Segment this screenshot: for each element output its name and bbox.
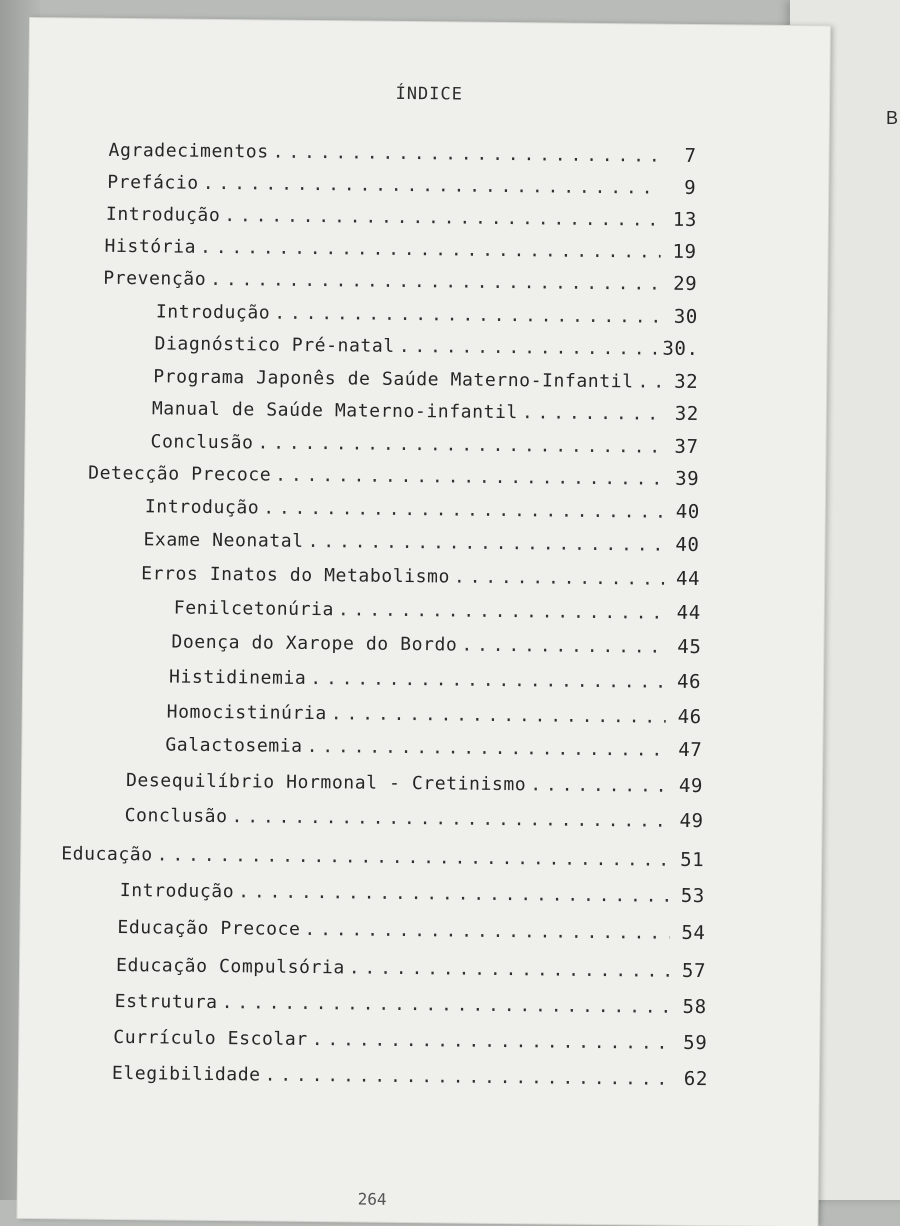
dot-leader xyxy=(224,205,661,231)
toc-entry-desequilibrio-hormonal xyxy=(126,769,703,803)
dot-leader xyxy=(637,371,662,392)
toc-entry-label: Estrutura xyxy=(114,990,218,1014)
toc-entry-label: Introdução xyxy=(144,496,260,519)
dot-leader xyxy=(275,465,663,490)
dot-leader xyxy=(399,336,659,360)
toc-entry-page: 30. xyxy=(662,337,699,361)
toc-entry-page: 49 xyxy=(679,809,704,833)
toc-entry-page: 44 xyxy=(675,567,701,591)
toc-entry-label: Prevenção xyxy=(103,267,207,290)
toc-entry-estrutura xyxy=(115,990,707,1024)
toc-entry-label: Homocistinúria xyxy=(166,701,327,725)
toc-entry-label: Fenilcetonúria xyxy=(173,597,335,621)
page-number: 264 xyxy=(357,1189,387,1209)
toc-entry-curriculo-escolar xyxy=(113,1026,707,1060)
toc-entry-prevencao-conclusao xyxy=(150,430,698,464)
toc-entry-exame-neonatal xyxy=(143,528,699,562)
dot-leader xyxy=(157,844,669,870)
toc-entry-fenilcetonuria xyxy=(174,597,701,631)
toc-entry-page: 62 xyxy=(683,1067,709,1091)
toc-entry-page: 37 xyxy=(674,435,699,459)
toc-entry-page: 30 xyxy=(673,305,699,329)
toc-entry-label: Conclusão xyxy=(124,805,228,828)
dot-leader xyxy=(338,599,665,623)
dot-leader xyxy=(222,992,671,1018)
dot-leader xyxy=(349,957,670,981)
toc-entry-label: Elegibilidade xyxy=(111,1062,261,1086)
toc-entry-page: 45 xyxy=(677,635,702,659)
dot-leader xyxy=(263,497,664,522)
dot-leader xyxy=(308,531,664,556)
toc-entry-page: 53 xyxy=(680,884,705,908)
toc-entry-elegibilidade xyxy=(112,1062,708,1096)
toc-entry-label: Educação xyxy=(61,843,153,866)
dot-leader xyxy=(310,668,665,693)
toc-entry-page: 39 xyxy=(675,467,700,491)
toc-entry-page: 40 xyxy=(675,533,700,557)
toc-entry-label: Galactosemia xyxy=(165,734,303,757)
toc-entry-label: Detecção Precoce xyxy=(88,462,272,486)
page-title: ÍNDICE xyxy=(395,83,464,105)
toc-entry-educacao-compulsoria xyxy=(116,954,706,988)
toc-entry-manual-de-saude xyxy=(152,397,699,431)
toc-entry-doenca-xarope-bordo xyxy=(171,631,701,665)
toc-entry-label: Conclusão xyxy=(150,431,254,454)
toc-entry-page: 7 xyxy=(684,144,697,167)
dot-leader xyxy=(304,919,669,944)
dot-leader xyxy=(238,881,669,907)
toc-entry-prevencao xyxy=(103,267,697,301)
toc-entry-page: 32 xyxy=(674,402,700,426)
toc-entry-page: 13 xyxy=(672,208,698,231)
toc-entry-page: 54 xyxy=(681,921,706,945)
dot-leader xyxy=(461,635,665,658)
toc-entry-page: 40 xyxy=(675,500,700,524)
toc-entry-deteccao-precoce xyxy=(88,462,699,496)
dot-leader xyxy=(331,703,666,728)
toc-entry-label: Agradecimentos xyxy=(108,139,269,163)
toc-entry-introducao xyxy=(106,203,697,237)
toc-entry-page: 49 xyxy=(678,774,704,798)
toc-entry-label: Exame Neonatal xyxy=(143,529,304,552)
dot-leader xyxy=(522,402,663,424)
toc-entry-erros-inatos xyxy=(141,562,700,596)
toc-entry-homocistinuria xyxy=(167,700,702,734)
dot-leader xyxy=(530,774,667,796)
toc-entry-educacao xyxy=(61,842,704,877)
dot-leader xyxy=(231,806,667,832)
toc-entry-page: 47 xyxy=(678,738,703,762)
toc-entry-label: Prefácio xyxy=(107,171,199,194)
toc-entry-label: Introdução xyxy=(105,203,221,227)
toc-entry-page: 9 xyxy=(684,176,697,199)
toc-entry-historia xyxy=(104,235,696,269)
dot-leader xyxy=(200,237,661,263)
toc-entry-programa-japones xyxy=(153,365,698,399)
toc-entry-label: Diagnóstico Pré-natal xyxy=(154,333,395,357)
toc-entry-page: 29 xyxy=(673,272,698,296)
dot-leader xyxy=(454,566,664,589)
dot-leader xyxy=(203,173,661,199)
toc-entry-label: Introdução xyxy=(119,879,235,903)
toc-entry-histidinemia xyxy=(169,665,701,699)
toc-entry-label: História xyxy=(104,235,197,258)
toc-entry-galactosemia xyxy=(165,733,702,767)
dot-leader xyxy=(273,142,661,167)
dot-leader xyxy=(307,736,667,761)
dot-leader xyxy=(265,1065,673,1090)
toc-entry-label: Erros Inatos do Metabolismo xyxy=(141,563,451,588)
book-page xyxy=(17,18,830,1226)
toc-entry-educacao-precoce xyxy=(117,916,705,950)
toc-entry-page: 46 xyxy=(676,670,702,694)
toc-entry-label: Introdução xyxy=(155,301,271,324)
toc-entry-educacao-introducao xyxy=(120,879,705,913)
toc-entry-diagnostico-pre-natal xyxy=(154,332,698,366)
toc-entry-label: Programa Japonês de Saúde Materno-Infantil xyxy=(153,366,634,393)
toc-entry-page: 19 xyxy=(672,240,697,263)
toc-entry-page: 32 xyxy=(674,370,699,394)
toc-entry-page: 59 xyxy=(683,1031,708,1055)
toc-entry-label: Desequilíbrio Hormonal - Cretinismo xyxy=(125,770,527,796)
toc-entry-page: 58 xyxy=(682,995,707,1019)
toc-entry-label: Manual de Saúde Materno-infantil xyxy=(151,398,518,424)
next-page-letter: B xyxy=(886,108,899,128)
toc-entry-agradecimentos xyxy=(108,139,696,173)
toc-entry-page: 44 xyxy=(676,601,701,625)
toc-entry-prevencao-introducao xyxy=(156,300,698,334)
toc-entry-label: Histidinemia xyxy=(168,666,307,689)
dot-leader xyxy=(210,269,661,295)
dot-leader xyxy=(257,432,662,457)
toc-entry-prefacio xyxy=(107,171,696,205)
toc-entry-page: 57 xyxy=(681,959,707,983)
toc-entry-page: 46 xyxy=(677,705,702,729)
dot-leader xyxy=(274,303,662,328)
toc-entry-label: Doença do Xarope do Bordo xyxy=(171,631,458,656)
toc-entry-label: Currículo Escolar xyxy=(113,1026,308,1050)
dot-leader xyxy=(312,1029,672,1054)
toc-entry-deteccao-conclusao xyxy=(124,804,703,838)
toc-entry-page: 51 xyxy=(680,848,705,872)
toc-entry-label: Educação Compulsória xyxy=(115,954,345,979)
toc-entry-label: Educação Precoce xyxy=(117,916,301,940)
toc-entry-deteccao-introducao xyxy=(145,495,700,529)
